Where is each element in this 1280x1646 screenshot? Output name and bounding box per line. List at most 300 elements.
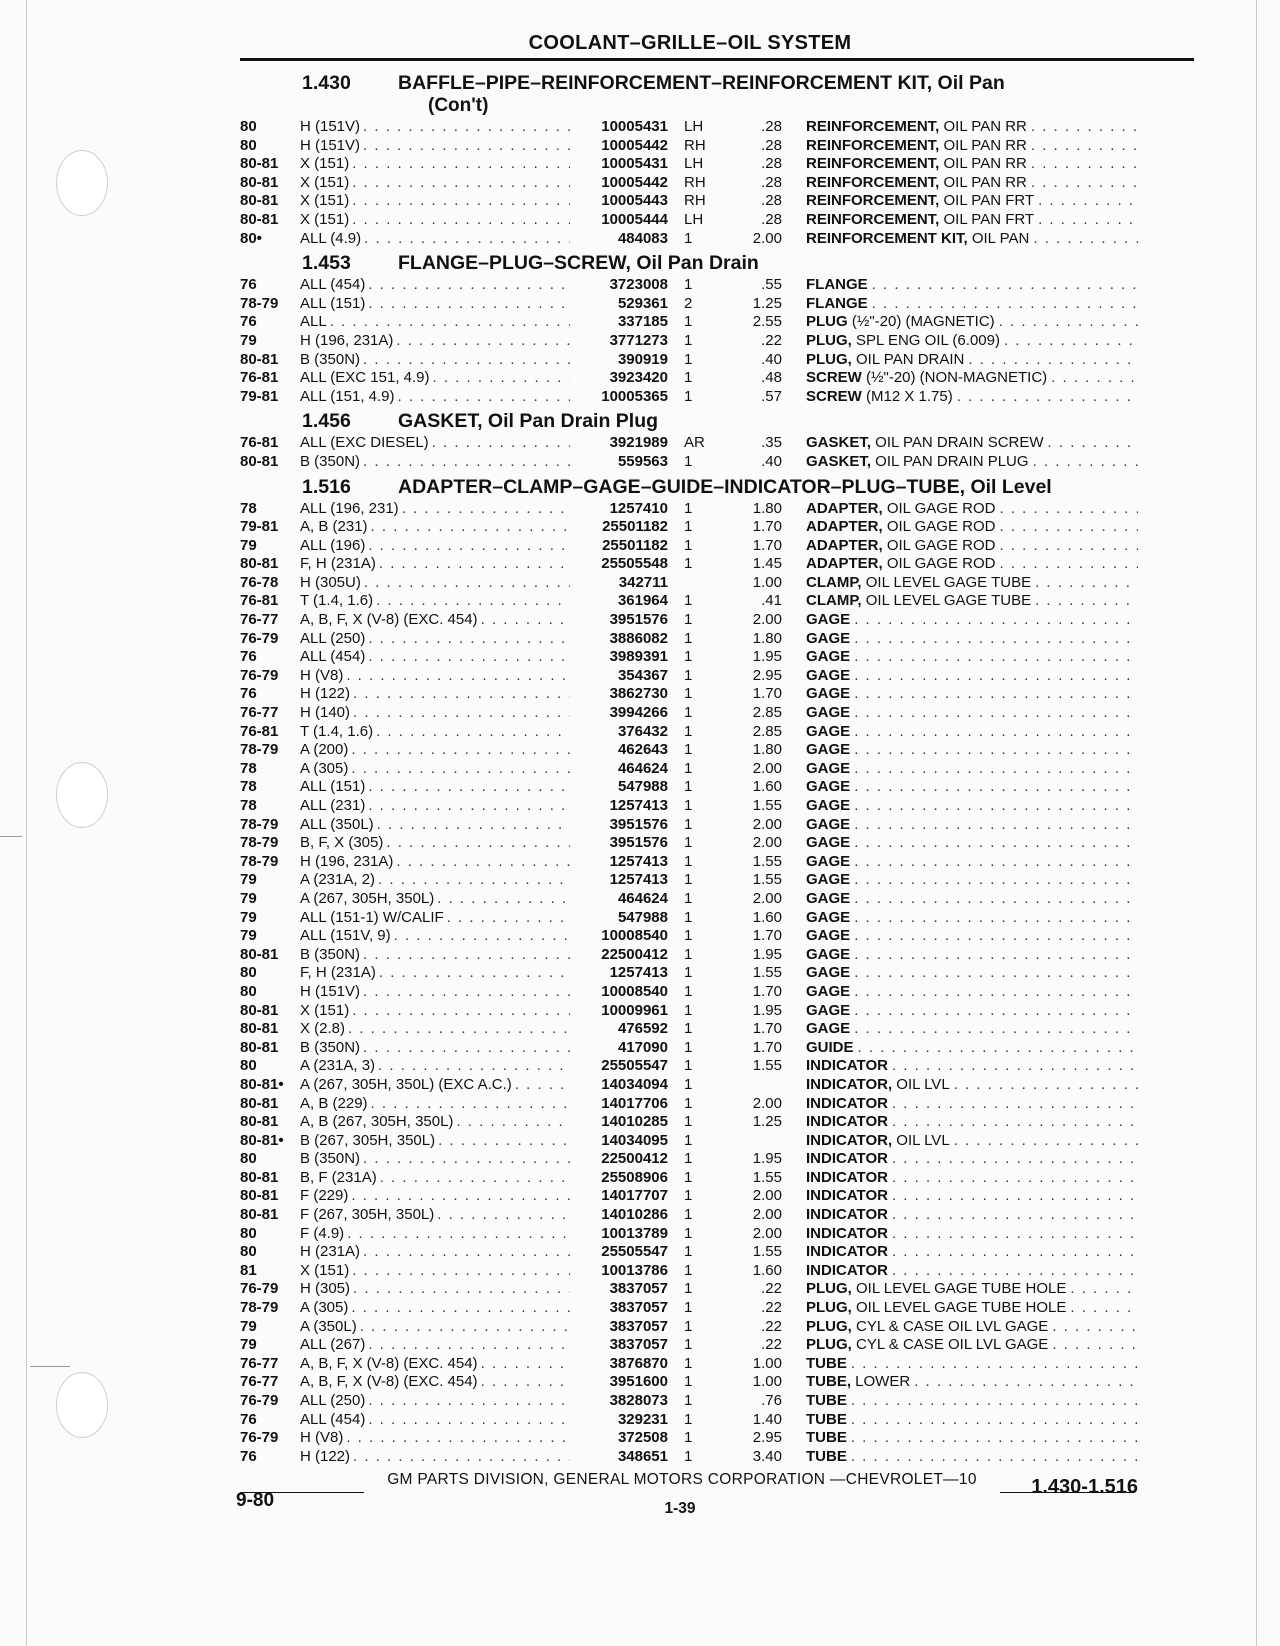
description-keyword: GAGE [806, 685, 851, 703]
dot-leader [481, 611, 570, 630]
description-detail: OIL PAN RR [939, 173, 1027, 191]
quantity: 1 [684, 982, 693, 1000]
application: F, H (231A) [300, 964, 376, 982]
parts-row [240, 834, 1200, 853]
description-keyword: TUBE [806, 1429, 847, 1447]
description-keyword: GASKET, [806, 434, 872, 452]
application: A, B, F, X (V-8) (EXC. 454) [300, 1373, 478, 1391]
application-cell [300, 453, 570, 472]
application: T (1.4, 1.6) [300, 722, 374, 740]
parts-row [240, 1262, 1200, 1281]
part-number: 10005431 [601, 118, 668, 135]
parts-row [240, 118, 1200, 137]
description-keyword: INDICATOR [806, 1113, 888, 1131]
parts-row [240, 1095, 1200, 1114]
description-keyword: REINFORCEMENT, [806, 192, 940, 210]
model-year: 81 [240, 1261, 257, 1279]
parts-row [240, 983, 1200, 1002]
parts-row [240, 1150, 1200, 1169]
dot-leader [353, 1448, 570, 1467]
footer-page-number: 1-39 [664, 1500, 696, 1517]
price: 1.55 [752, 797, 782, 814]
dot-leader [433, 369, 570, 388]
description-keyword: GAGE [806, 927, 851, 945]
dot-leader [854, 890, 1138, 909]
dot-leader [363, 453, 570, 472]
quantity: 1 [684, 1317, 693, 1335]
dot-leader [368, 537, 570, 556]
quantity: 1 [684, 313, 693, 331]
parts-row [240, 1020, 1200, 1039]
part-number: 376432 [617, 722, 668, 740]
quantity: RH [684, 192, 706, 210]
price: 1.80 [752, 499, 782, 517]
description-keyword: INDICATOR [806, 1094, 888, 1112]
price: .55 [761, 276, 782, 294]
parts-row [240, 518, 1200, 537]
application: ALL (196, 231) [300, 499, 399, 517]
parts-row [240, 369, 1200, 388]
application: X (151) [300, 192, 350, 210]
page-edge [1256, 0, 1257, 1646]
price: 2.00 [752, 834, 782, 852]
description-keyword: TUBE, [806, 1373, 851, 1391]
description [806, 1448, 851, 1467]
dot-leader [892, 1206, 1138, 1225]
price: 2.00 [752, 1187, 782, 1205]
description-keyword: ADAPTER, [806, 518, 883, 536]
application: F, H (231A) [300, 555, 376, 573]
description-keyword: INDICATOR [806, 1243, 888, 1261]
quantity: 1 [684, 704, 693, 722]
parts-row [240, 137, 1200, 156]
application: H (151V) [300, 136, 361, 154]
parts-row [240, 434, 1200, 453]
price: .22 [761, 331, 782, 349]
application-cell [300, 518, 570, 537]
dot-leader [368, 1392, 570, 1411]
price: .22 [761, 1317, 782, 1335]
description-cell [782, 983, 1138, 1002]
description [806, 369, 1051, 388]
description-keyword: GAGE [806, 889, 851, 907]
section-title: ADAPTER–CLAMP–GAGE–GUIDE–INDICATOR–PLUG–TUBE, Oil Level [398, 475, 1052, 498]
dot-leader [371, 1095, 570, 1114]
part-number: 3951576 [609, 611, 668, 629]
part-number: 14017706 [601, 1094, 668, 1112]
parts-row [240, 155, 1200, 174]
description [806, 137, 1031, 156]
application-cell [300, 155, 570, 174]
dot-leader [394, 927, 570, 946]
application: A (231A, 2) [300, 871, 376, 889]
application-cell [300, 1057, 570, 1076]
application-cell [300, 434, 570, 453]
parts-row [240, 500, 1200, 519]
application-cell [300, 927, 570, 946]
parts-row [240, 1411, 1200, 1430]
application-cell [300, 871, 570, 890]
description-keyword: REINFORCEMENT KIT, [806, 229, 968, 247]
price: 2.00 [752, 611, 782, 629]
quantity: 1 [684, 797, 693, 814]
description [806, 1411, 851, 1430]
dot-leader [892, 1150, 1138, 1169]
part-number: 3994266 [609, 704, 668, 722]
description-cell [782, 1076, 1138, 1095]
header-rule [240, 58, 1194, 61]
description-cell [782, 1187, 1138, 1206]
description-cell [782, 1392, 1138, 1411]
quantity: 1 [684, 1075, 693, 1093]
model-year: 76-79 [240, 1429, 279, 1447]
description-cell [782, 137, 1138, 156]
part-number: 484083 [617, 229, 668, 247]
description-cell [782, 1169, 1138, 1188]
description [806, 1318, 1052, 1337]
description-keyword: GAGE [806, 704, 851, 722]
parts-row [240, 1243, 1200, 1262]
description-detail: OIL LEVEL GAGE TUBE [861, 592, 1032, 610]
application-cell [300, 723, 570, 742]
quantity: 1 [684, 1447, 693, 1465]
model-year: 80-81• [240, 1075, 284, 1093]
description-cell [782, 118, 1138, 137]
part-number: 390919 [617, 350, 668, 368]
page-edge [26, 0, 27, 1646]
application: ALL (250) [300, 629, 366, 647]
parts-row [240, 1187, 1200, 1206]
model-year: 79 [240, 889, 257, 907]
application: B (267, 305H, 350L) [300, 1131, 436, 1149]
description [806, 1280, 1070, 1299]
description-cell [782, 685, 1138, 704]
model-year: 80-81 [240, 155, 279, 173]
application: ALL (151-1) W/CALIF [300, 908, 444, 926]
description-keyword: REINFORCEMENT, [806, 118, 940, 135]
price: 1.95 [752, 1150, 782, 1168]
description-keyword: GAGE [806, 759, 851, 777]
model-year: 80-81 [240, 945, 279, 963]
footer-publisher: GM PARTS DIVISION, GENERAL MOTORS CORPORATION —CHEVROLET—10 [387, 1471, 977, 1488]
dot-leader [892, 1187, 1138, 1206]
dot-leader [398, 388, 570, 407]
dot-leader [386, 834, 570, 853]
application-cell [300, 946, 570, 965]
parts-row [240, 332, 1200, 351]
dot-leader [330, 313, 570, 332]
part-number: 3886082 [609, 629, 668, 647]
application-cell [300, 537, 570, 556]
model-year: 76 [240, 276, 257, 294]
quantity: 1 [684, 1299, 693, 1317]
dot-leader [515, 1076, 570, 1095]
application-cell [300, 1318, 570, 1337]
description-cell [782, 1020, 1138, 1039]
price: 1.60 [752, 778, 782, 796]
application: A (200) [300, 741, 349, 759]
dot-leader [368, 276, 570, 295]
price: .28 [761, 136, 782, 154]
model-year: 80 [240, 118, 257, 135]
part-number: 547988 [617, 778, 668, 796]
quantity: 1 [684, 1020, 693, 1038]
dot-leader [360, 1318, 570, 1337]
part-number: 25501182 [602, 518, 668, 536]
part-number: 10008540 [601, 927, 668, 945]
description-cell [782, 964, 1138, 983]
description [806, 890, 854, 909]
description [806, 964, 854, 983]
model-year: 78 [240, 778, 257, 796]
dot-leader [851, 1355, 1138, 1374]
dot-leader [371, 518, 570, 537]
parts-row [240, 1280, 1200, 1299]
application: A, B (229) [300, 1094, 368, 1112]
dot-leader [851, 1448, 1138, 1467]
dot-leader [347, 1225, 570, 1244]
application-cell [300, 834, 570, 853]
application: ALL (350L) [300, 815, 374, 833]
description-cell [782, 230, 1138, 249]
application-cell [300, 174, 570, 193]
description-detail: OIL LEVEL GAGE TUBE HOLE [851, 1299, 1067, 1317]
description-keyword: FLANGE [806, 276, 868, 294]
quantity: 1 [684, 1429, 693, 1447]
application-cell [300, 1113, 570, 1132]
application-cell [300, 295, 570, 314]
dot-leader [892, 1262, 1138, 1281]
quantity: 1 [684, 1224, 693, 1242]
description [806, 816, 854, 835]
application: H (122) [300, 1447, 351, 1465]
description [806, 313, 999, 332]
quantity: 1 [684, 1410, 693, 1428]
part-number: 3951600 [609, 1373, 668, 1391]
description [806, 1225, 892, 1244]
description-detail: OIL GAGE ROD [882, 518, 996, 536]
model-year: 76-77 [240, 704, 279, 722]
description-cell [782, 555, 1138, 574]
dot-leader [854, 611, 1138, 630]
application: B, F (231A) [300, 1168, 377, 1186]
application: H (196, 231A) [300, 331, 394, 349]
parts-row [240, 592, 1200, 611]
dot-leader [854, 648, 1138, 667]
description-keyword: GAGE [806, 1001, 851, 1019]
quantity: 1 [684, 1168, 693, 1186]
model-year: 80-81 [240, 192, 279, 210]
model-year: 79 [240, 1317, 257, 1335]
parts-row [240, 704, 1200, 723]
description-detail: OIL LVL [892, 1131, 950, 1149]
model-year: 80-81 [240, 1020, 279, 1038]
price: 1.55 [752, 852, 782, 870]
part-number: 14017707 [601, 1187, 668, 1205]
application-cell [300, 704, 570, 723]
description-cell [782, 778, 1138, 797]
application: F (229) [300, 1187, 349, 1205]
model-year: 79 [240, 908, 257, 926]
description [806, 853, 854, 872]
dot-leader [968, 351, 1138, 370]
dot-leader [396, 853, 570, 872]
quantity: 1 [684, 1373, 693, 1391]
application-cell [300, 909, 570, 928]
part-number: 1257410 [609, 499, 668, 517]
part-number: 25508906 [601, 1168, 668, 1186]
application: H (231A) [300, 1243, 361, 1261]
parts-row [240, 1299, 1200, 1318]
model-year: 76 [240, 1410, 257, 1428]
description [806, 1169, 892, 1188]
application: A (305) [300, 759, 349, 777]
description-cell [782, 211, 1138, 230]
price: 1.70 [752, 927, 782, 945]
application-cell [300, 230, 570, 249]
application-cell [300, 816, 570, 835]
dot-leader [363, 946, 570, 965]
model-year: 76-81 [240, 592, 279, 610]
dot-leader [872, 276, 1138, 295]
description-keyword: GAGE [806, 852, 851, 870]
application-cell [300, 1373, 570, 1392]
description-cell [782, 760, 1138, 779]
dot-leader [851, 1411, 1138, 1430]
dot-leader [352, 1262, 570, 1281]
application: A, B (231) [300, 518, 368, 536]
application-cell [300, 1187, 570, 1206]
model-year: 78-79 [240, 1299, 279, 1317]
price: 1.60 [752, 908, 782, 926]
description-cell [782, 1095, 1138, 1114]
application: ALL (196) [300, 536, 366, 554]
dot-leader [854, 816, 1138, 835]
quantity: 1 [684, 927, 693, 945]
dot-leader [1070, 1299, 1138, 1318]
application-cell [300, 741, 570, 760]
dot-leader [437, 1206, 570, 1225]
description-keyword: GAGE [806, 778, 851, 796]
part-number: 3989391 [609, 648, 668, 666]
dot-leader [348, 1020, 570, 1039]
quantity: 1 [684, 536, 693, 554]
part-number: 559563 [617, 452, 668, 470]
quantity: 1 [684, 611, 693, 629]
application-cell [300, 1411, 570, 1430]
dot-leader [854, 797, 1138, 816]
section-number: 1.456 [302, 410, 351, 433]
price: 1.00 [752, 1354, 782, 1372]
quantity: 1 [684, 1187, 693, 1205]
part-number: 14034094 [601, 1075, 668, 1093]
part-number: 3723008 [609, 276, 668, 294]
part-number: 476592 [617, 1020, 668, 1038]
description-keyword: TUBE [806, 1392, 847, 1409]
parts-row [240, 1057, 1200, 1076]
price: 1.00 [752, 1373, 782, 1391]
description-keyword: GAGE [806, 741, 851, 759]
description [806, 630, 854, 649]
dot-leader [351, 1187, 570, 1206]
price: 1.80 [752, 629, 782, 647]
model-year: 79 [240, 536, 257, 554]
application-cell [300, 1002, 570, 1021]
dot-leader [1031, 137, 1138, 156]
part-number: 22500412 [601, 945, 668, 963]
description-keyword: REINFORCEMENT, [806, 173, 940, 191]
quantity: 1 [684, 1131, 693, 1149]
dot-leader [1031, 118, 1138, 137]
dot-leader [892, 1113, 1138, 1132]
description-cell [782, 1299, 1138, 1318]
parts-row [240, 946, 1200, 965]
description-keyword: INDICATOR, [806, 1075, 893, 1093]
description-keyword: INDICATOR [806, 1057, 888, 1075]
quantity: 1 [684, 889, 693, 907]
description-cell [782, 648, 1138, 667]
application-cell [300, 1392, 570, 1411]
model-year: 76-79 [240, 666, 279, 684]
quantity: 1 [684, 1243, 693, 1261]
description-keyword: INDICATOR [806, 1206, 888, 1224]
application: ALL (454) [300, 1410, 366, 1428]
part-number: 462643 [617, 741, 668, 759]
application-cell [300, 648, 570, 667]
description-detail: OIL GAGE ROD [882, 536, 996, 554]
description-keyword: INDICATOR [806, 1187, 888, 1205]
application: B (350N) [300, 945, 361, 963]
part-number: 464624 [617, 759, 668, 777]
part-number: 464624 [617, 889, 668, 907]
model-year: 80• [240, 229, 262, 247]
parts-row [240, 964, 1200, 983]
dot-leader [352, 174, 570, 193]
dot-leader [368, 630, 570, 649]
part-number: 329231 [617, 1410, 668, 1428]
model-year: 79 [240, 331, 257, 349]
dot-leader [364, 230, 570, 249]
dot-leader [854, 667, 1138, 686]
dot-leader [954, 1076, 1138, 1095]
dot-leader [854, 964, 1138, 983]
dot-leader [854, 927, 1138, 946]
price: 1.95 [752, 945, 782, 963]
description [806, 174, 1031, 193]
description-keyword: SCREW [806, 387, 862, 405]
model-year: 76 [240, 685, 257, 703]
description-cell [782, 1373, 1138, 1392]
parts-row [240, 453, 1200, 472]
application: F (4.9) [300, 1224, 345, 1242]
application-cell [300, 332, 570, 351]
model-year: 80-81 [240, 173, 279, 191]
description [806, 351, 968, 370]
application-cell [300, 369, 570, 388]
catalog-section [240, 476, 1200, 1467]
parts-row [240, 760, 1200, 779]
price: 2.85 [752, 704, 782, 722]
description-cell [782, 871, 1138, 890]
model-year: 76-77 [240, 611, 279, 629]
model-year: 80 [240, 1224, 257, 1242]
page-title: COOLANT–GRILLE–OIL SYSTEM [528, 32, 852, 54]
description [806, 909, 854, 928]
price: 1.55 [752, 964, 782, 982]
dot-leader [1004, 332, 1138, 351]
dot-leader [432, 434, 570, 453]
description-cell [782, 434, 1138, 453]
